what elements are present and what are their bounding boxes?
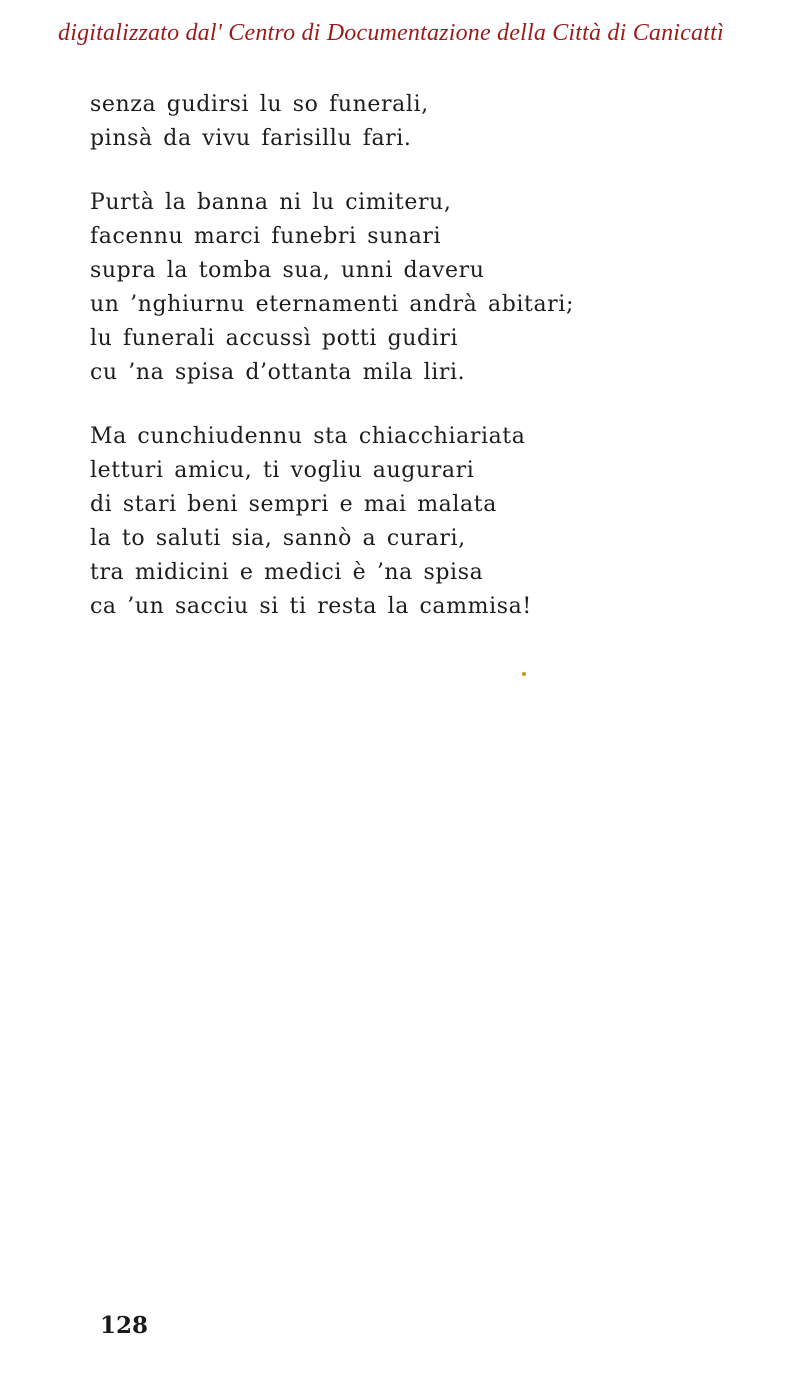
stanza-3 xyxy=(90,420,730,624)
poem-line: ca ’un sacciu si ti resta la cammisa! xyxy=(90,594,532,619)
poem-line: un ’nghiurnu eternamenti andrà abitari; xyxy=(90,292,574,317)
poem-line: senza gudirsi lu so funerali, xyxy=(90,92,429,117)
poem-line: Purtà la banna ni lu cimiteru, xyxy=(90,190,452,215)
poem-line: lu funerali accussì potti gudiri xyxy=(90,326,459,351)
paper-speck xyxy=(522,672,526,676)
stanza-2 xyxy=(90,186,730,390)
poem-line: supra la tomba sua, unni daveru xyxy=(90,258,485,283)
poem-line: di stari beni sempri e mai malata xyxy=(90,492,497,517)
stanza-1 xyxy=(90,88,730,156)
poem-line: tra midicini e medici è ’na spisa xyxy=(90,560,484,585)
digitization-watermark: digitalizzato dal' Centro di Documentazione della Città di Canicattì xyxy=(58,20,724,46)
poem-line: facennu marci funebri sunari xyxy=(90,224,442,249)
poem-line: cu ’na spisa d’ottanta mila liri. xyxy=(90,360,466,385)
poem-line: letturi amicu, ti vogliu augurari xyxy=(90,458,475,483)
page-number: 128 xyxy=(100,1312,149,1339)
poem-body xyxy=(90,88,730,654)
poem-line: Ma cunchiudennu sta chiacchiariata xyxy=(90,424,526,449)
poem-line: pinsà da vivu farisillu fari. xyxy=(90,126,412,151)
poem-line: la to saluti sia, sannò a curari, xyxy=(90,526,466,551)
